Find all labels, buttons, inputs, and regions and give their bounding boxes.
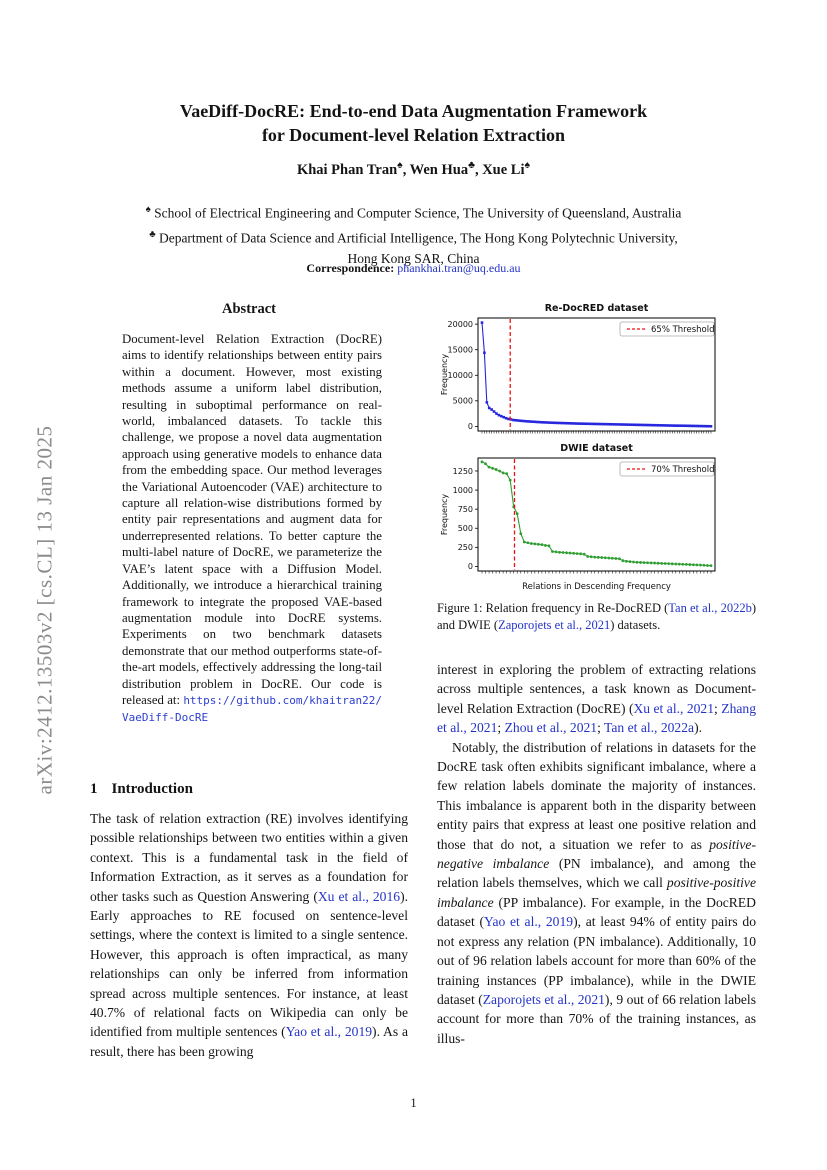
text-segment: ). As a result, there has been growing [90,1024,408,1059]
text-segment: School of Electrical Engineering and Computer Science, The University of Queensland, Australia [150,205,682,221]
svg-text:5000: 5000 [452,396,473,406]
body-paragraph-notably [437,738,756,1049]
abstract-body [122,331,382,727]
text-segment: positive-positive imbalance [437,875,756,910]
text-segment: , Xue Li [474,161,525,178]
email-link[interactable]: phankhai.tran@uq.edu.au [397,261,521,275]
text-segment: interest in exploring the problem of extracting relations across multiple sentences, a task known as Document-level Relation Extraction (DocRE) ( [437,662,756,716]
citation-link[interactable]: Xu et al., 2021 [633,700,715,716]
text-segment: ; [497,720,505,736]
svg-text:15000: 15000 [447,345,473,355]
svg-text:1250: 1250 [452,466,473,476]
chart-dwie [437,443,756,600]
citation-link[interactable]: Zhou et al., 2021 [504,720,598,736]
citation-link[interactable]: Yao et al., 2019 [484,914,574,930]
text-segment: ) and DWIE ( [437,601,756,632]
text-segment: ♣ [149,228,156,240]
figure-1 [437,300,756,596]
svg-text:1000: 1000 [452,485,473,495]
text-segment: positive-negative imbalance [437,836,756,872]
citation-link[interactable]: Zhang et al., 2021 [437,700,756,736]
abstract-section [90,301,408,727]
text-segment: The task of relation extraction (RE) involves identifying possible relationships between two entities within a given context. This is a fundamental task in the field of Information Extraction, as it serves as a foundation for other tasks such as Question Answering ( [90,811,408,904]
paper-title-line1: VaeDiff-DocRE: End-to-end Data Augmentation Framework [179,101,648,121]
text-segment: (PN imbalance), and among the relation labels themselves, which we call [437,856,756,891]
page-number: 1 [410,1096,417,1110]
text-segment: ♠ [524,160,531,171]
citation-link[interactable]: Tan et al., 2022a [604,720,695,736]
text-segment: ), 9 out of 66 relation labels account for more than 70% of the training instances, as illus- [437,991,756,1046]
svg-text:DWIE dataset: DWIE dataset [560,443,633,454]
text-segment: Correspondence: [306,261,398,275]
affiliations-block [0,199,827,269]
svg-text:500: 500 [457,524,473,534]
arxiv-banner: arXiv:2412.13503v2 [cs.CL] 13 Jan 2025 [32,425,57,795]
text-segment: ♣ [468,160,475,171]
svg-text:20000: 20000 [447,319,473,329]
svg-text:65% Threshold: 65% Threshold [651,325,715,335]
right-column-text [437,660,756,1048]
text-segment: Figure 1: Relation frequency in Re-DocRED ( [437,601,669,615]
paper-title-line2: for Document-level Relation Extraction [261,125,566,145]
svg-text:250: 250 [457,543,473,553]
svg-text:10000: 10000 [447,371,473,381]
svg-text:70% Threshold: 70% Threshold [651,465,715,475]
text-segment: Khai Phan Tran [296,161,398,178]
citation-link[interactable]: Zaporojets et al., 2021 [498,617,611,632]
text-segment: ; [597,720,605,736]
text-segment: ) datasets. [610,617,661,632]
text-segment: Notably, the distribution of relations in datasets for the DocRE task often exhibits significant imbalance, where a few relation labels dominate the majority of instances. This imbalance is apparent both in the disparity between entity pairs that express at least one positive relation and those that do not, a situation we refer to as [437,739,756,852]
svg-text:Frequency: Frequency [440,353,449,396]
figure-1-caption [437,600,756,633]
citation-link[interactable]: Xu et al., 2016 [317,888,401,904]
text-segment: Document-level Relation Extraction (DocRE) aims to identify relationships between entity pairs within a document. However, most existing methods assume a uniform label distribution, resulting in suboptimal performance on real-world, imbalanced datasets. To tackle this challenge, we propose a novel data augmentation approach using generative models to enhance data from the embedding space. Our method leverages the Variational Autoencoder (VAE) architecture to capture all relation-wise distributions formed by entity pair representations and augment data for underrepresented relations. To better capture the multi-label nature of DocRE, we parameterize the VAE’s latent space with a Diffusion Model. Additionally, we introduce a hierarchical training framework to integrate the proposed VAE-based augmentation module into DocRE systems. Experiments on two benchmark datasets demonstrate that our method outperforms state-of-the-art models, effectively addressing the long-tail distribution problem in DocRE. Our code is released at: [122,332,382,707]
svg-text:Relations in Descending Freque: Relations in Descending Frequency [522,582,671,592]
section-number: 1 [90,781,98,797]
text-segment: (PP imbalance). For example, in the DocRED dataset ( [437,894,756,930]
svg-text:Re-DocRED dataset: Re-DocRED dataset [544,303,649,314]
authors-line [0,160,827,179]
text-segment: Department of Data Science and Artificial Intelligence, The Hong Kong Polytechnic University, [155,230,678,245]
correspondence-line [0,261,827,276]
chart-redocred [437,300,756,445]
citation-link[interactable]: Yao et al., 2019 [285,1024,373,1040]
affiliation-line-1 [0,199,827,224]
url-link[interactable]: https://github.com/khaitran22/VaeDiff-DocRE [122,693,382,725]
paper-title [0,99,827,147]
svg-text:Frequency: Frequency [440,493,449,536]
intro-paragraph-1 [90,809,408,1061]
section-title: Introduction [111,781,193,797]
svg-text:750: 750 [457,504,473,514]
text-segment: ), at least 94% of entity pairs do not express any relation (PN imbalance). Additionally, 10 out of 96 relation labels account for more than 60% of the training instances (PP imbalance), while in the DWIE dataset ( [437,914,756,1007]
svg-text:0: 0 [467,422,473,432]
body-paragraph-continuation [437,660,756,738]
section-heading-introduction [90,781,408,798]
citation-link[interactable]: Zaporojets et al., 2021 [482,991,605,1007]
text-segment: ). Early approaches to RE focused on sentence-level settings, where the context is limited to a single sentence. However, this approach is often impractical, as many relationships can only be inferred from information spread across multiple sentences. For instance, at least 40.7% of relational facts on Wikipedia can only be identified from multiple sentences ( [90,888,409,1040]
affiliation-line-2 [0,224,827,249]
text-segment: ; [714,700,722,716]
abstract-heading: Abstract [222,301,276,317]
text-segment: ). [694,720,702,736]
svg-text:0: 0 [467,562,473,572]
text-segment: ♠ [145,204,151,215]
citation-link[interactable]: Tan et al., 2022b [668,601,752,615]
text-segment: ♠ [397,160,403,171]
text-segment: , Wen Hua [402,161,469,178]
text-segment: Hong Kong SAR, China [347,251,480,266]
